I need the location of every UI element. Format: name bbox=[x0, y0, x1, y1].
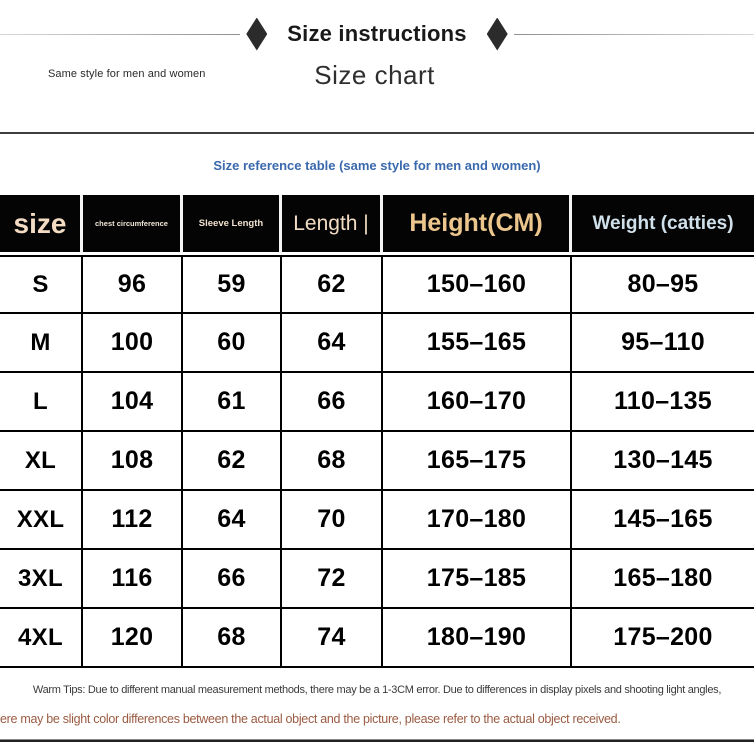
top-divider bbox=[0, 132, 754, 134]
warm-tips-line2: ere may be slight color differences between the actual object and the picture, please refer to the actual object received. bbox=[0, 712, 621, 726]
column-header-length: Length | bbox=[282, 195, 383, 255]
table-caption: Size reference table (same style for men and women) bbox=[213, 158, 541, 173]
diamond-icon bbox=[246, 18, 267, 51]
table-cell: 61 bbox=[183, 373, 282, 432]
table-cell: 66 bbox=[282, 373, 383, 432]
table-cell: 112 bbox=[83, 491, 183, 550]
table-cell: L bbox=[0, 373, 83, 432]
column-header-weight: Weight (catties) bbox=[572, 195, 754, 255]
table-cell: 72 bbox=[282, 550, 383, 609]
table-cell: 120 bbox=[83, 609, 183, 668]
table-cell: 165–175 bbox=[383, 432, 572, 491]
table-cell: 104 bbox=[83, 373, 183, 432]
table-cell: 64 bbox=[183, 491, 282, 550]
table-cell: 60 bbox=[183, 314, 282, 373]
table-cell: 175–200 bbox=[572, 609, 754, 668]
diamond-icon bbox=[487, 18, 508, 51]
table-cell: 165–180 bbox=[572, 550, 754, 609]
table-cell: 150–160 bbox=[383, 255, 572, 314]
table-cell: S bbox=[0, 255, 83, 314]
size-table bbox=[0, 195, 754, 668]
column-header-sleeve: Sleeve Length bbox=[183, 195, 282, 255]
title-ornament bbox=[0, 18, 754, 50]
table-cell: 155–165 bbox=[383, 314, 572, 373]
table-cell: 130–145 bbox=[572, 432, 754, 491]
table-cell: 145–165 bbox=[572, 491, 754, 550]
table-cell: 59 bbox=[183, 255, 282, 314]
table-cell: 62 bbox=[183, 432, 282, 491]
table-cell: 116 bbox=[83, 550, 183, 609]
table-cell: M bbox=[0, 314, 83, 373]
table-cell: 95–110 bbox=[572, 314, 754, 373]
table-cell: 96 bbox=[83, 255, 183, 314]
table-cell: 62 bbox=[282, 255, 383, 314]
table-cell: 4XL bbox=[0, 609, 83, 668]
table-cell: 175–185 bbox=[383, 550, 572, 609]
table-cell: 80–95 bbox=[572, 255, 754, 314]
unisex-note: Same style for men and women bbox=[48, 68, 206, 80]
table-cell: 110–135 bbox=[572, 373, 754, 432]
column-header-size: size bbox=[0, 195, 83, 255]
table-cell: 66 bbox=[183, 550, 282, 609]
table-cell: 100 bbox=[83, 314, 183, 373]
size-chart-heading: Size chart bbox=[314, 60, 435, 90]
table-cell: 64 bbox=[282, 314, 383, 373]
table-cell: 3XL bbox=[0, 550, 83, 609]
column-header-chest: chest circumference bbox=[83, 195, 183, 255]
column-header-height: Height(CM) bbox=[383, 195, 572, 255]
table-cell: 170–180 bbox=[383, 491, 572, 550]
table-cell: 160–170 bbox=[383, 373, 572, 432]
table-cell: 68 bbox=[183, 609, 282, 668]
table-cell: 108 bbox=[83, 432, 183, 491]
table-cell: 68 bbox=[282, 432, 383, 491]
table-cell: 74 bbox=[282, 609, 383, 668]
table-cell: XXL bbox=[0, 491, 83, 550]
page-title: Size instructions bbox=[287, 21, 467, 46]
warm-tips-line1: Warm Tips: Due to different manual measurement methods, there may be a 1-3CM error. Due to differences in display pixels and shooting light angles, bbox=[32, 684, 722, 696]
table-cell: 180–190 bbox=[383, 609, 572, 668]
table-cell: 70 bbox=[282, 491, 383, 550]
left-rule bbox=[0, 34, 240, 35]
right-rule bbox=[514, 34, 754, 35]
bottom-divider bbox=[0, 739, 754, 742]
table-cell: XL bbox=[0, 432, 83, 491]
